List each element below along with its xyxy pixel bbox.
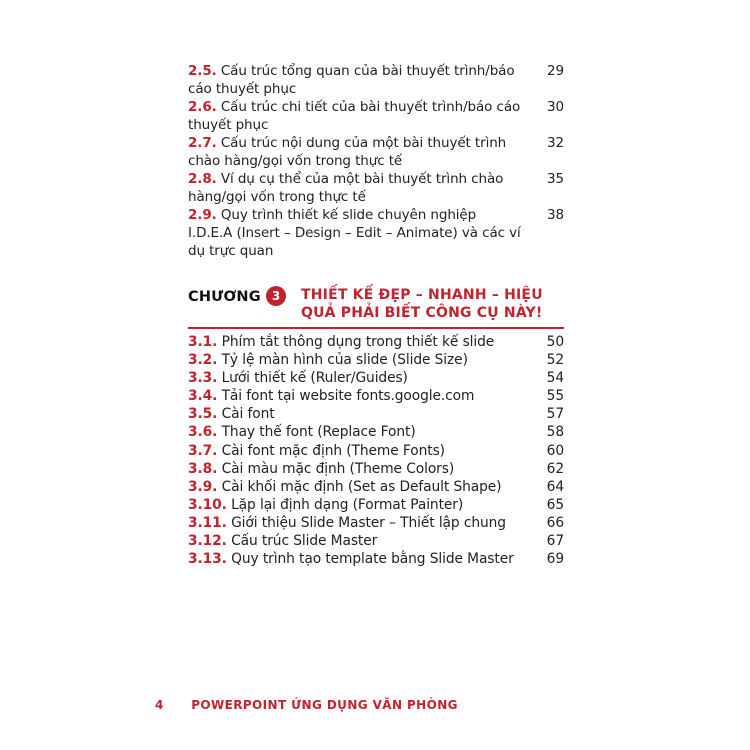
entry-title: Cấu trúc nội dung của một bài thuyết trình chào hàng/gọi vốn trong thực tế [188,135,507,169]
entry-page: 54 [546,370,564,387]
toc-entry[interactable] [188,170,564,206]
entry-page: 66 [546,514,564,531]
toc-entry[interactable] [188,333,564,351]
chapter-label: CHƯƠNG [188,289,261,305]
toc-entry[interactable] [188,387,564,405]
entry-page: 50 [546,334,564,350]
entry-page: 64 [546,478,564,495]
entry-number: 3.3. [188,370,218,387]
entry-title: Giới thiệu Slide Master – Thiết lập chung [231,514,506,531]
entry-number: 3.8. [188,460,218,477]
toc-entry[interactable] [188,532,564,550]
entry-title: Phím tắt thông dụng trong thiết kế slide [221,334,495,350]
toc-entry[interactable] [188,405,564,423]
entry-title: Cài font [221,406,275,423]
toc-entry[interactable] [188,206,564,260]
entry-title: Tải font tại website fonts.google.com [221,388,475,405]
entry-title: Quy trình thiết kế slide chuyên nghiệp I.D.E.A (Insert – Design – Edit – Animate) và các ví dụ trực quan [188,207,521,259]
entry-number: 2.7. [188,135,217,151]
entry-number: 3.7. [188,442,218,459]
toc-entry[interactable] [188,442,564,460]
entry-page: 69 [546,551,564,568]
footer-running-title: POWERPOINT ỨNG DỤNG VĂN PHÒNG [191,698,458,712]
chapter-title: THIẾT KẾ ĐẸP – NHANH – HIỆU QUẢ PHẢI BIẾT CÔNG CỤ NÀY! [301,287,543,321]
entry-page: 62 [546,460,564,477]
entry-title: Cài font mặc định (Theme Fonts) [221,442,445,459]
entry-page: 52 [546,352,564,369]
footer-page-number: 4 [155,698,164,712]
entry-number: 3.4. [188,388,218,405]
toc-entry[interactable] [188,514,564,532]
toc-section-2 [188,62,564,260]
entry-title: Cài khối mặc định (Set as Default Shape) [221,478,502,495]
entry-number: 2.6. [188,99,217,115]
entry-number: 3.1. [188,334,218,350]
entry-number: 3.11. [188,514,227,531]
toc-section-3 [188,333,564,568]
entry-title: Cấu trúc chi tiết của bài thuyết trình/báo cáo thuyết phục [188,99,521,133]
entry-number: 2.9. [188,207,217,223]
entry-title: Lặp lại định dạng (Format Painter) [231,496,464,513]
toc-entry[interactable] [188,62,564,98]
entry-page: 55 [546,388,564,405]
entry-title: Cấu trúc Slide Master [231,533,378,550]
chapter-heading [188,286,564,326]
entry-number: 3.13. [188,551,227,568]
entry-number: 2.8. [188,171,217,187]
toc-entry[interactable] [188,369,564,387]
entry-number: 3.2. [188,352,218,369]
entry-number: 3.10. [188,496,227,513]
chapter-divider [188,327,564,329]
entry-page: 58 [546,424,564,441]
entry-number: 2.5. [188,63,217,79]
entry-page: 32 [547,135,564,151]
chapter-number-badge: 3 [266,286,286,306]
toc-entry[interactable] [188,351,564,369]
entry-page: 38 [547,207,564,223]
toc-entry[interactable] [188,478,564,496]
entry-number: 3.5. [188,406,218,423]
entry-title: Tỷ lệ màn hình của slide (Slide Size) [221,352,468,369]
entry-title: Lưới thiết kế (Ruler/Guides) [221,370,408,387]
entry-page: 35 [547,171,564,187]
entry-title: Ví dụ cụ thể của một bài thuyết trình chào hàng/gọi vốn trong thực tế [188,171,504,205]
entry-page: 30 [547,99,564,115]
toc-entry[interactable] [188,550,564,568]
entry-title: Thay thế font (Replace Font) [221,424,416,441]
toc-entry[interactable] [188,98,564,134]
entry-number: 3.12. [188,533,227,550]
page-footer [155,698,458,712]
entry-title: Cấu trúc tổng quan của bài thuyết trình/báo cáo thuyết phục [188,63,515,97]
toc-entry[interactable] [188,460,564,478]
entry-title: Cài màu mặc định (Theme Colors) [221,460,455,477]
entry-number: 3.9. [188,478,218,495]
entry-page: 65 [546,496,564,513]
toc-entry[interactable] [188,134,564,170]
entry-page: 60 [546,442,564,459]
entry-title: Quy trình tạo template bằng Slide Master [231,551,514,568]
entry-page: 29 [547,63,564,79]
entry-page: 67 [546,533,564,550]
entry-number: 3.6. [188,424,218,441]
toc-entry[interactable] [188,423,564,441]
toc-entry[interactable] [188,496,564,514]
entry-page: 57 [546,406,564,423]
